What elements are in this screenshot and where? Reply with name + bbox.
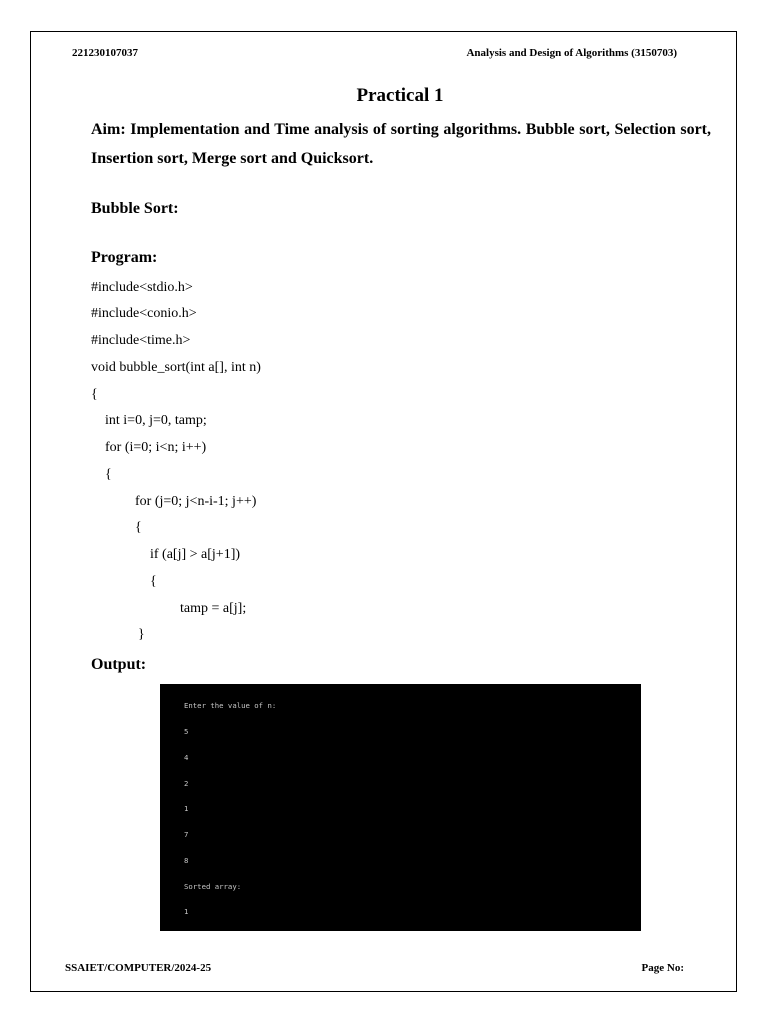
terminal-line: 8 (184, 855, 189, 865)
code-line: { (105, 467, 112, 482)
code-line: } (138, 627, 145, 642)
terminal-text (184, 685, 390, 931)
output-screenshot (160, 684, 641, 931)
terminal-line: Enter the value of n: (184, 701, 277, 711)
code-line: #include<time.h> (91, 333, 191, 348)
code-line: for (i=0; i<n; i++) (105, 440, 207, 455)
code-line: { (135, 520, 142, 535)
code-line: { (91, 387, 98, 402)
aim-text: Aim: Implementation and Time analysis of sorting algorithms. Bubble sort, Selection sort, Insertion sort, Merge sort and Quicksort. (91, 121, 711, 167)
terminal-line: 2 (184, 778, 189, 788)
terminal-line: 5 (184, 726, 189, 736)
terminal-line: 4 (184, 752, 189, 762)
code-line: #include<conio.h> (91, 306, 197, 321)
header-enrollment: 221230107037 (72, 47, 138, 59)
terminal-line: 1 (184, 907, 189, 917)
header-subject: Analysis and Design of Algorithms (3150703) (466, 47, 677, 59)
code-line: void bubble_sort(int a[], int n) (91, 360, 261, 375)
page-title: Practical 1 (356, 85, 444, 106)
section-program: Program: (91, 249, 158, 266)
code-line: if (a[j] > a[j+1]) (150, 547, 241, 562)
code-line: for (j=0; j<n-i-1; j++) (135, 494, 257, 509)
code-line: #include<stdio.h> (91, 280, 193, 295)
footer-institute: SSAIET/COMPUTER/2024-25 (65, 962, 212, 974)
terminal-line: Sorted array: (184, 881, 242, 891)
section-bubble-sort: Bubble Sort: (91, 200, 179, 217)
footer-page-number: Page No: (641, 962, 684, 974)
code-line: tamp = a[j]; (180, 601, 247, 616)
code-line: int i=0, j=0, tamp; (105, 413, 207, 428)
section-output: Output: (91, 656, 147, 673)
terminal-line: 1 (184, 804, 189, 814)
code-line: { (150, 574, 157, 589)
terminal-line: 7 (184, 830, 189, 840)
